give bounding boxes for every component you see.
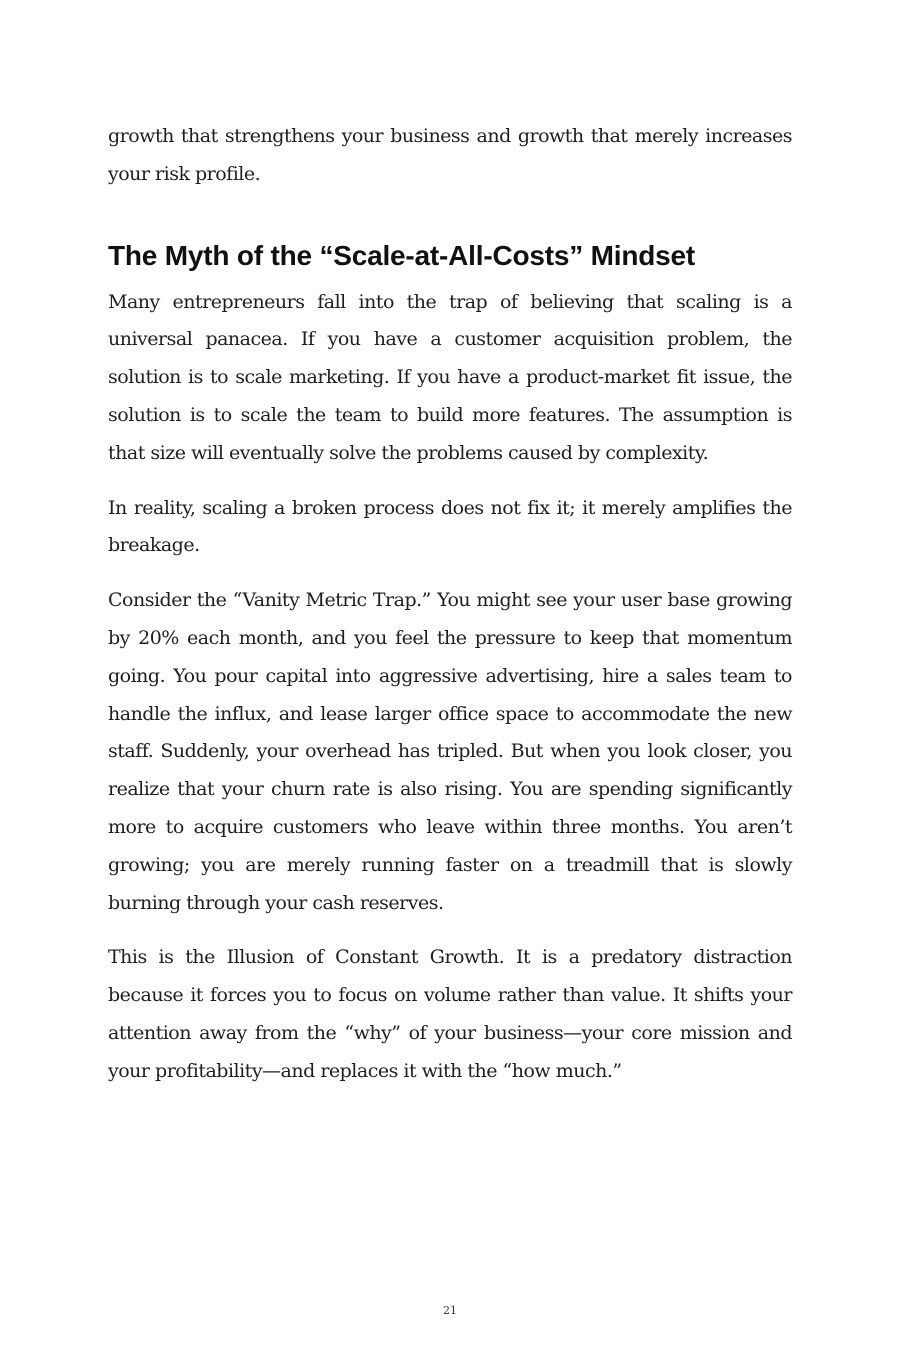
body-paragraph-1: Many entrepreneurs fall into the trap of believing that scaling is a universal panacea. If you have a customer acquisition problem, the solution is to scale marketing. If you have a product-market fit issue, the solution is to scale the team to build more features. The assumption is that size will eventually solve the problems caused by complexity.	[108, 290, 792, 464]
intro-paragraph: growth that strengthens your business and growth that merely increases your risk profile.	[108, 125, 792, 185]
page-body	[108, 118, 792, 1108]
body-paragraph-4: This is the Illusion of Constant Growth. It is a predatory distraction because it forces you to focus on volume rather than value. It shifts your attention away from the “why” of your business—your core mission and your profitability—and replaces it with the “how much.”	[108, 946, 792, 1082]
body-paragraph-3: Consider the “Vanity Metric Trap.” You might see your user base growing by 20% each month, and you feel the pressure to keep that momentum going. You pour capital into aggressive advertising, hire a sales team to handle the influx, and lease larger office space to accommodate the new staff. Suddenly, your overhead has tripled. But when you look closer, you realize that your churn rate is also rising. You are spending significantly more to acquire customers who leave within three months. You aren’t growing; you are merely running faster on a treadmill that is slowly burning through your cash reserves.	[108, 589, 792, 914]
section-heading: The Myth of the “Scale-at-All-Costs” Mindset	[108, 239, 696, 271]
page-number: 21	[443, 1304, 457, 1317]
body-paragraph-2: In reality, scaling a broken process does not fix it; it merely amplifies the breakage.	[108, 496, 792, 557]
